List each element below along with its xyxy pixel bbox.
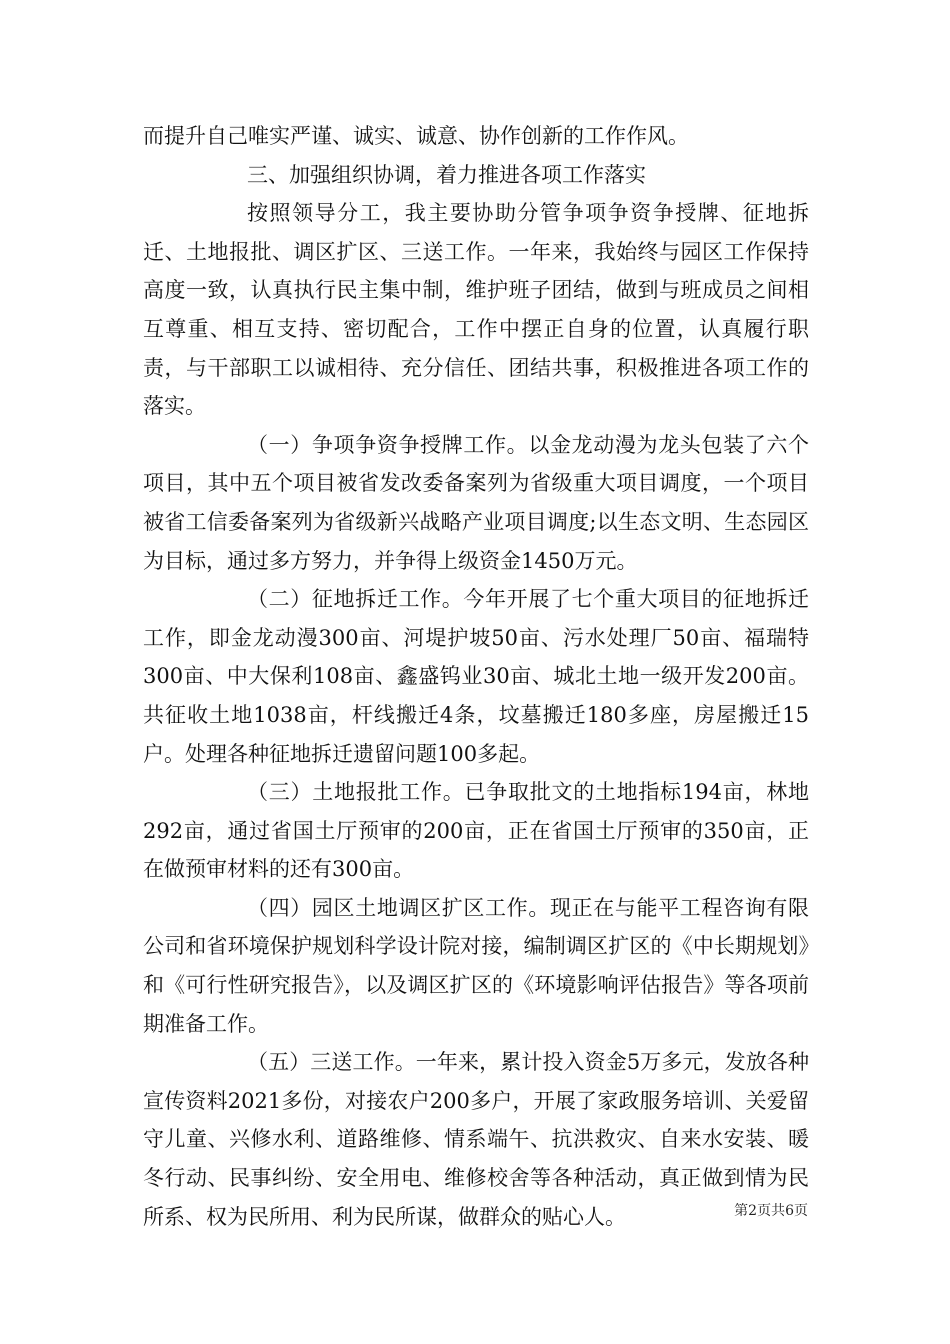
paragraph-item-2: （二）征地拆迁工作。今年开展了七个重大项目的征地拆迁工作，即金龙动漫300亩、河堤护坡50亩、污水处理厂50亩、福瑞特300亩、中大保利108亩、鑫盛钨业30亩、城北土地一级开发200亩。共征收土地1038亩，杆线搬迁4条，坟墓搬迁180多座，房屋搬迁15户。处理各种征地拆迁遗留问题100多起。	[143, 587, 809, 766]
paragraph-continuation: 而提升自己唯实严谨、诚实、诚意、协作创新的工作作风。	[143, 124, 689, 148]
page-number: 第2页共6页	[734, 1203, 808, 1219]
section-heading: 三、加强组织协调，着力推进各项工作落实	[247, 162, 646, 187]
paragraph-item-4: （四）园区土地调区扩区工作。现正在与能平工程咨询有限公司和省环境保护规划科学设计院对接，编制调区扩区的《中长期规划》和《可行性研究报告》，以及调区扩区的《环境影响评估报告》等各项前期准备工作。	[143, 895, 809, 1036]
paragraph-intro: 按照领导分工，我主要协助分管争项争资争授牌、征地拆迁、土地报批、调区扩区、三送工作。一年来，我始终与园区工作保持高度一致，认真执行民主集中制，维护班子团结，做到与班成员之间相互尊重、相互支持、密切配合，工作中摆正自身的位置，认真履行职责，与干部职工以诚相待、充分信任、团结共事，积极推进各项工作的落实。	[143, 201, 809, 419]
paragraph-item-5: （五）三送工作。一年来，累计投入资金5万多元，发放各种宣传资料2021多份，对接农户200多户，开展了家政服务培训、关爱留守儿童、兴修水利、道路维修、情系端午、抗洪救灾、自来水安装、暖冬行动、民事纠纷、安全用电、维修校舍等各种活动，真正做到情为民所系、权为民所用、利为民所谋，做群众的贴心人。	[143, 1050, 809, 1229]
paragraph-item-1: （一）争项争资争授牌工作。以金龙动漫为龙头包装了六个项目，其中五个项目被省发改委备案列为省级重大项目调度，一个项目被省工信委备案列为省级新兴战略产业项目调度;以生态文明、生态园区为目标，通过多方努力，并争得上级资金1450万元。	[143, 432, 809, 573]
paragraph-item-3: （三）土地报批工作。已争取批文的土地指标194亩，林地292亩，通过省国土厅预审的200亩，正在省国土厅预审的350亩，正在做预审材料的还有300亩。	[143, 780, 809, 882]
document-body	[143, 117, 809, 1236]
